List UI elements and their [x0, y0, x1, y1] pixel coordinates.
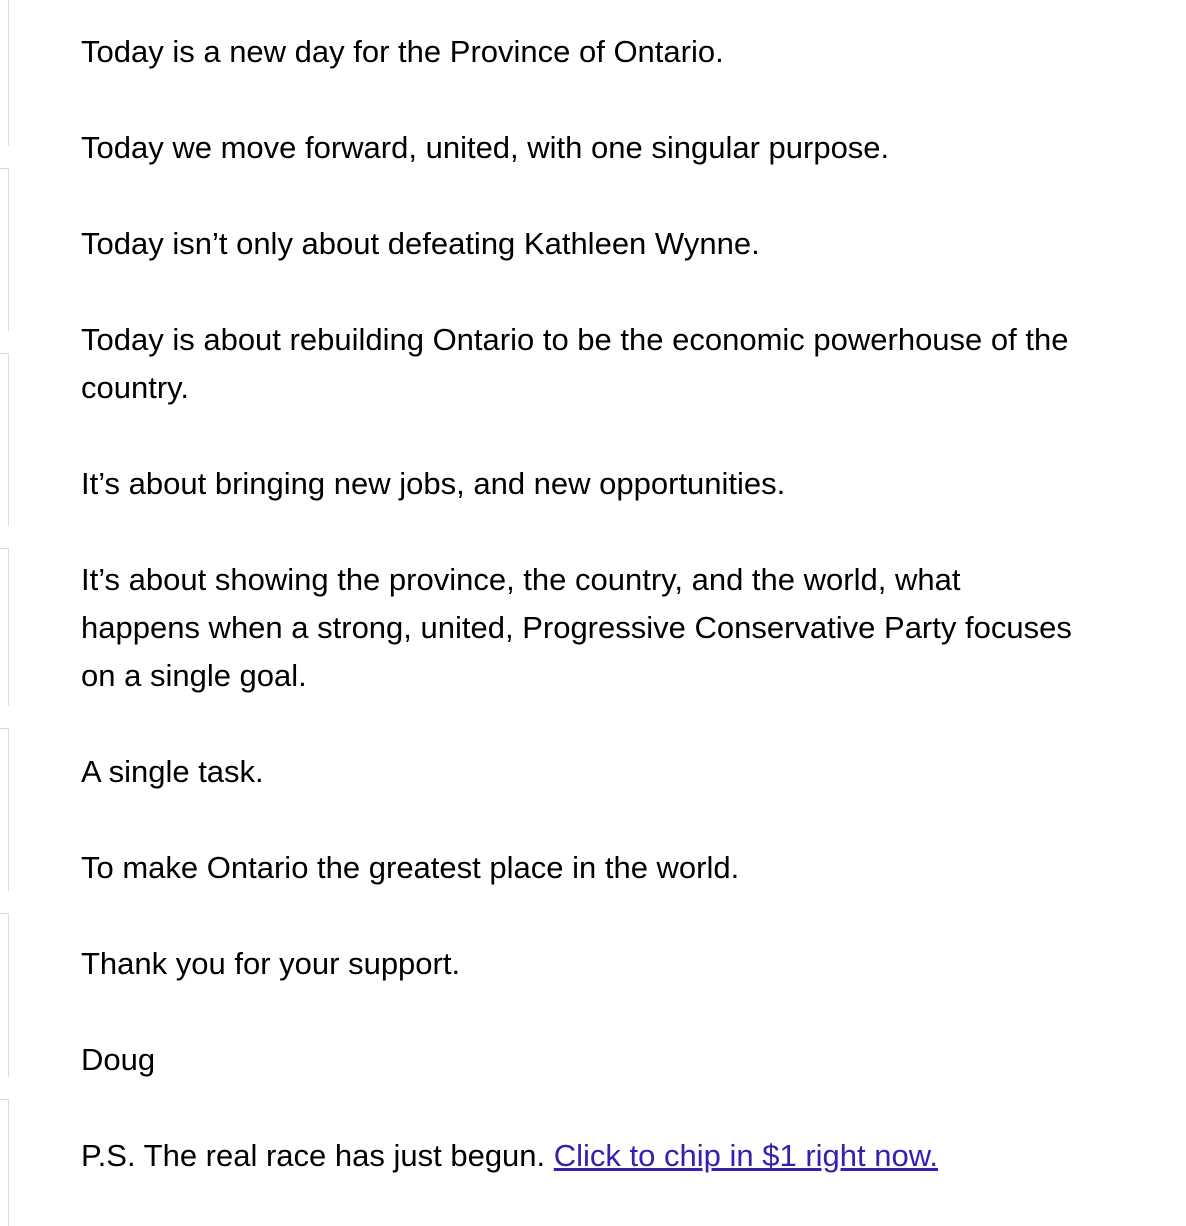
- ps-text: P.S. The real race has just begun.: [81, 1138, 554, 1173]
- email-body: [81, 0, 1086, 1180]
- thread-list-separator: [0, 913, 8, 914]
- paragraph-new-jobs: It’s about bringing new jobs, and new opportunities.: [81, 466, 786, 501]
- paragraph-defeating: Today isn’t only about defeating Kathleen Wynne.: [81, 226, 760, 261]
- thread-list-separator: [0, 168, 8, 169]
- signature-doug: Doug: [81, 1042, 156, 1077]
- pane-divider: [8, 0, 9, 1226]
- thread-list-separator: [0, 548, 8, 549]
- paragraph-showing-world: It’s about showing the province, the country, and the world, what happens when a strong, united, Progressive Conservative Party focuses on a single goal.: [81, 562, 1072, 693]
- pane-divider-gap: [8, 1077, 9, 1099]
- pane-divider-gap: [8, 891, 9, 913]
- pane-divider-gap: [8, 146, 9, 168]
- paragraph-thank-you: Thank you for your support.: [81, 946, 461, 981]
- pane-divider-gap: [8, 706, 9, 728]
- paragraph-rebuilding: Today is about rebuilding Ontario to be the economic powerhouse of the country.: [81, 322, 1069, 405]
- paragraph-move-forward: Today we move forward, united, with one singular purpose.: [81, 130, 890, 165]
- paragraph-single-task: A single task.: [81, 754, 264, 789]
- pane-divider-gap: [8, 331, 9, 353]
- thread-list-separator: [0, 353, 8, 354]
- thread-list-separator: [0, 728, 8, 729]
- ps-paragraph: [81, 1132, 1086, 1180]
- thread-list-separator: [0, 1099, 8, 1100]
- pane-divider-gap: [8, 526, 9, 548]
- paragraph-greatest-place: To make Ontario the greatest place in the world.: [81, 850, 740, 885]
- chip-in-link[interactable]: Click to chip in $1 right now.: [553, 1138, 939, 1173]
- paragraph-new-day: Today is a new day for the Province of Ontario.: [81, 34, 724, 69]
